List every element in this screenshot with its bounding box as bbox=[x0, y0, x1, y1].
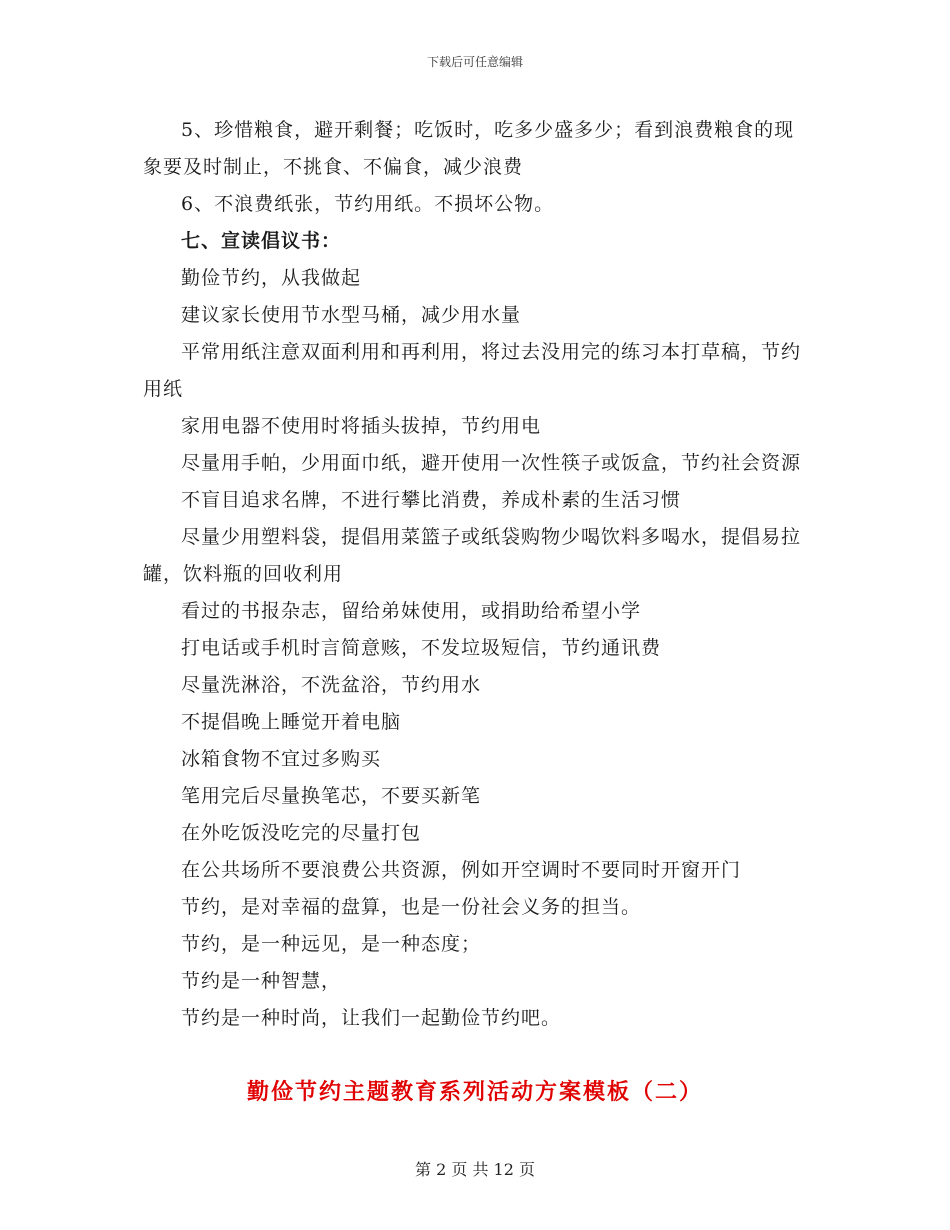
body-paragraph: 建议家长使用节水型马桶，减少用水量 bbox=[181, 304, 522, 326]
body-paragraph: 不提倡晚上睡觉开着电脑 bbox=[181, 711, 402, 733]
body-paragraph: 节约，是一种远见，是一种态度； bbox=[181, 933, 482, 955]
body-paragraph: 平常用纸注意双面利用和再利用，将过去没用完的练习本打草稿，节约用纸 bbox=[143, 341, 802, 400]
body-paragraph: 节约，是对幸福的盘算，也是一份社会义务的担当。 bbox=[181, 896, 642, 918]
body-paragraph: 勤俭节约，从我做起 bbox=[181, 267, 362, 289]
body-paragraph: 笔用完后尽量换笔芯，不要买新笔 bbox=[181, 785, 482, 807]
body-paragraph: 6、不浪费纸张，节约用纸。不损坏公物。 bbox=[181, 193, 555, 215]
body-paragraph: 看过的书报杂志，留给弟妹使用，或捐助给希望小学 bbox=[181, 600, 642, 622]
body-paragraph: 家用电器不使用时将插头拔掉，节约用电 bbox=[181, 415, 542, 437]
page-footer: 第 2 页 共 12 页 bbox=[415, 1160, 535, 1179]
body-paragraph: 尽量少用塑料袋，提倡用菜篮子或纸袋购物少喝饮料多喝水，提倡易拉罐，饮料瓶的回收利用 bbox=[143, 526, 802, 585]
body-paragraph: 节约是一种智慧， bbox=[181, 970, 342, 992]
document-body bbox=[143, 112, 813, 1037]
body-paragraph: 打电话或手机时言简意赅，不发垃圾短信，节约通讯费 bbox=[181, 637, 662, 659]
body-paragraph: 冰箱食物不宜过多购买 bbox=[181, 748, 382, 770]
section-heading: 七、宣读倡议书： bbox=[181, 230, 342, 252]
body-paragraph: 5、珍惜粮食，避开剩餐；吃饭时，吃多少盛多少；看到浪费粮食的现象要及时制止，不挑食、不偏食，减少浪费 bbox=[143, 119, 795, 178]
body-paragraph: 尽量用手帕，少用面巾纸，避开使用一次性筷子或饭盒，节约社会资源 bbox=[181, 452, 802, 474]
section-title: 勤俭节约主题教育系列活动方案模板（二） bbox=[246, 1079, 703, 1105]
body-paragraph: 节约是一种时尚，让我们一起勤俭节约吧。 bbox=[181, 1007, 562, 1029]
header-note: 下载后可任意编辑 bbox=[426, 55, 523, 69]
body-paragraph: 不盲目追求名牌，不进行攀比消费，养成朴素的生活习惯 bbox=[181, 489, 682, 511]
body-paragraph: 在外吃饭没吃完的尽量打包 bbox=[181, 822, 422, 844]
body-paragraph: 在公共场所不要浪费公共资源，例如开空调时不要同时开窗开门 bbox=[181, 859, 742, 881]
body-paragraph: 尽量洗淋浴，不洗盆浴，节约用水 bbox=[181, 674, 482, 696]
